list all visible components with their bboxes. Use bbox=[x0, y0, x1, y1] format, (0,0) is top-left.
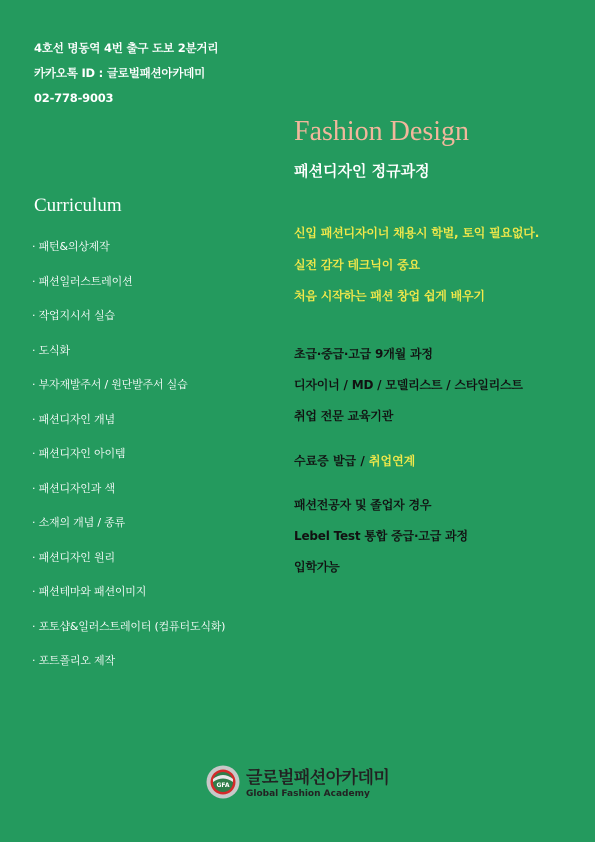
svg-text:GFA: GFA bbox=[216, 782, 230, 789]
curriculum-item: · 패션디자인 원리 bbox=[32, 550, 115, 564]
phone-number: 02-778-9003 bbox=[34, 91, 114, 105]
curriculum-item: · 패션디자인과 색 bbox=[32, 481, 115, 495]
curriculum-item: · 부자재발주서 / 원단발주서 실습 bbox=[32, 378, 188, 391]
eligibility-line: 패션전공자 및 졸업자 경우 bbox=[294, 498, 432, 512]
job-link-text: 취업연계 bbox=[368, 454, 416, 468]
curriculum-list bbox=[32, 236, 225, 685]
kakao-id-text: 카카오톡 ID : 글로벌패션아카데미 bbox=[34, 66, 206, 80]
curriculum-item: · 도식화 bbox=[32, 343, 70, 357]
location-text: 4호선 명동역 4번 출구 도보 2분거리 bbox=[34, 41, 219, 55]
page-title: Fashion Design bbox=[294, 116, 469, 147]
curriculum-item: · 포토샵&일러스트레이터 (컴퓨터도식화) bbox=[32, 619, 226, 633]
curriculum-item: · 패션디자인 개념 bbox=[32, 412, 115, 426]
curriculum-item: · 소재의 개념 / 종류 bbox=[32, 516, 125, 529]
logo-emblem-icon bbox=[206, 765, 240, 799]
career-tracks: 디자이너 / MD / 모델리스트 / 스타일리스트 bbox=[294, 378, 523, 392]
eligibility-block bbox=[294, 490, 468, 583]
highlight-line: 처음 시작하는 패션 창업 쉽게 배우기 bbox=[294, 289, 485, 303]
highlight-line: 신입 패션디자이너 채용시 학벌, 토익 필요없다. bbox=[294, 226, 540, 240]
curriculum-heading: Curriculum bbox=[34, 195, 122, 216]
logo-name-korean: 글로벌패션아카데미 bbox=[246, 768, 390, 788]
curriculum-item: · 패션테마와 패션이미지 bbox=[32, 585, 147, 598]
contact-info bbox=[34, 36, 218, 111]
eligibility-line: 입학가능 bbox=[294, 560, 340, 574]
certificate-text: 수료증 발급 / bbox=[294, 454, 369, 468]
highlight-line: 실전 감각 테크닉이 중요 bbox=[294, 257, 420, 272]
curriculum-item: · 포트폴리오 제작 bbox=[32, 654, 115, 667]
curriculum-item: · 패션디자인 아이템 bbox=[32, 447, 126, 460]
highlight-block bbox=[294, 218, 539, 313]
certificate-line bbox=[294, 450, 415, 472]
curriculum-item: · 패턴&의상제작 bbox=[32, 240, 110, 253]
logo-name-english: Global Fashion Academy bbox=[246, 789, 370, 799]
course-duration: 초급·중급·고급 9개월 과정 bbox=[294, 347, 433, 361]
institution-type: 취업 전문 교육기관 bbox=[294, 409, 394, 423]
eligibility-line: Lebel Test 통합 중급·고급 과정 bbox=[294, 529, 468, 543]
curriculum-item: · 작업지시서 실습 bbox=[32, 309, 115, 322]
curriculum-item: · 패션일러스트레이션 bbox=[32, 274, 133, 288]
page-subtitle: 패션디자인 정규과정 bbox=[294, 162, 430, 180]
course-info-block bbox=[294, 339, 523, 432]
